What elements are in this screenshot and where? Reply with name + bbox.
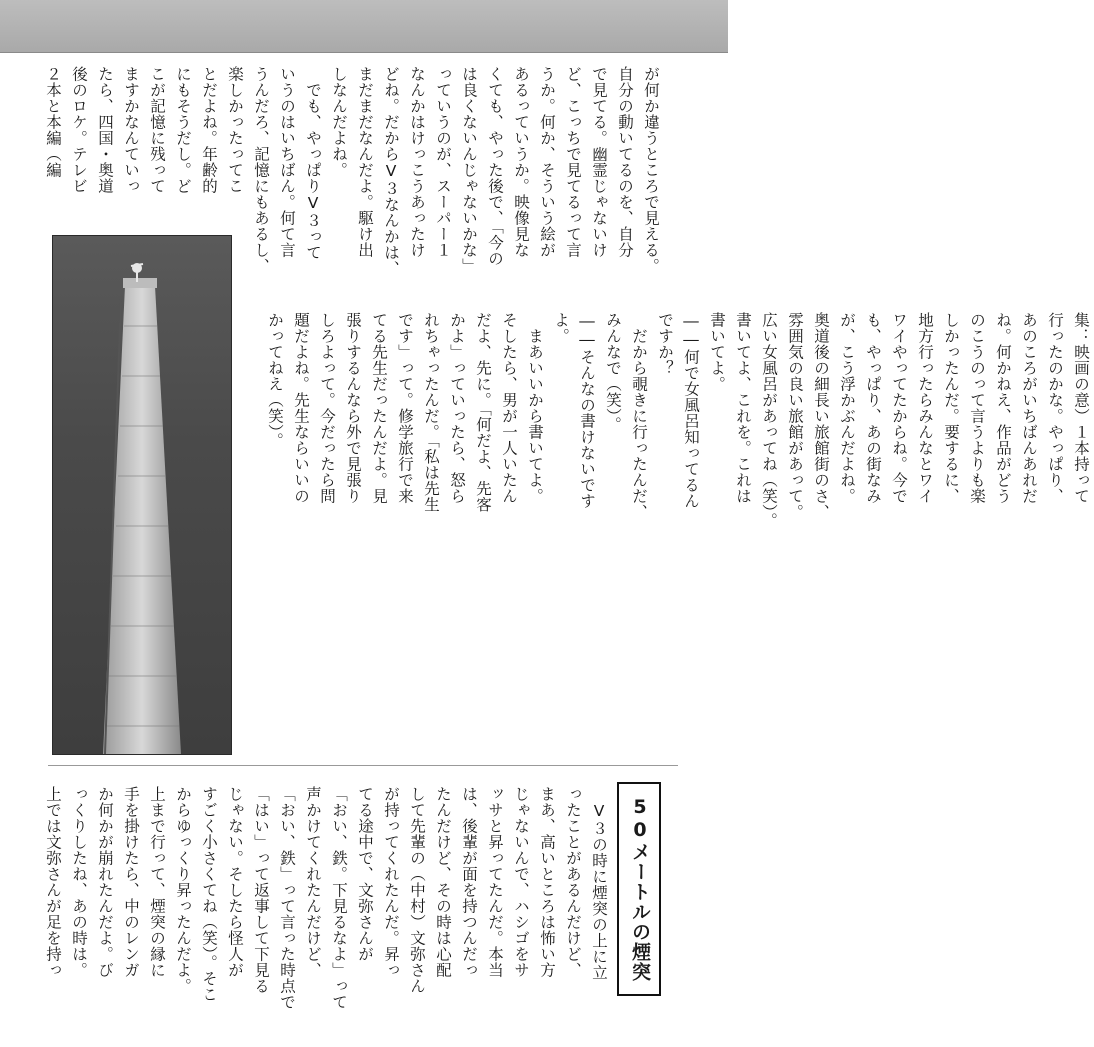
text-line: 楽しかったってこ	[226, 66, 244, 194]
text-line: 「おい、鉄」って言った時点で	[278, 786, 296, 1010]
text-line: じゃないんで、ハシゴをサ	[512, 786, 530, 978]
text-line: して先輩の（中村）文弥さん	[408, 786, 426, 994]
text-line: ――そんなの書けないです	[578, 312, 596, 509]
text-line: ど、こっちで見てるって言	[564, 66, 582, 258]
text-line: は、後輩が面を持つんだっ	[460, 786, 478, 978]
text-line: です」って。修学旅行で来	[396, 312, 414, 504]
text-line: じゃない。そしたら怪人が	[226, 786, 244, 978]
text-line: なんかはけっこうあったけ	[408, 66, 426, 258]
header-band	[0, 0, 728, 53]
text-line: っていうのが、スーパー１	[434, 66, 452, 258]
text-line: うか。何か、そういう絵が	[538, 66, 556, 258]
text-line: たら、四国・奥道	[96, 66, 114, 194]
text-line: のこうのって言うよりも楽	[968, 312, 986, 504]
text-line: は良くないんじゃないかな」	[460, 66, 478, 274]
text-line: が、こう浮かぶんだよね。	[838, 312, 856, 504]
text-line: だよ、先に。「何だよ、先客	[474, 312, 492, 513]
text-line: たんだけど、その時は心配	[434, 786, 452, 978]
text-line: ――何で女風呂知ってるん	[682, 312, 700, 509]
text-line: てる先生だったんだよ。見	[370, 312, 388, 504]
text-line: まあいいから書いてよ。	[526, 312, 544, 504]
text-line: 自分の動いてるのを、自分	[616, 66, 634, 258]
text-line: 上まで行って、煙突の縁に	[148, 786, 166, 978]
text-line: かってねえ（笑）。	[266, 312, 284, 449]
text-line: てる途中で、文弥さんが	[356, 786, 374, 962]
text-line: しろよって。今だったら問	[318, 312, 336, 504]
smokestack-photo	[52, 235, 232, 755]
text-line: からゆっくり昇ったんだよ。	[174, 786, 192, 994]
text-line: 奥道後の細長い旅館街のさ、	[812, 312, 830, 520]
text-line: どね。だからV３なんかは、	[382, 66, 400, 277]
text-line: ですか？	[656, 312, 674, 376]
text-line: しなんだよね。	[330, 66, 348, 178]
text-line: そしたら、男が一人いたん	[500, 312, 518, 504]
text-line: かよ」っていったら、怒ら	[448, 312, 466, 504]
text-line: いうのはいちばん。何て言	[278, 66, 296, 258]
text-line: っくりしたね、あの時は。	[70, 786, 88, 978]
text-line: が持ってくれたんだ。昇っ	[382, 786, 400, 978]
text-line: 題だよね。先生ならいいの	[292, 312, 310, 504]
text-line: 行ったのかな。やっぱり、	[1046, 312, 1064, 504]
text-line: か何かが崩れたんだよ。び	[96, 786, 114, 978]
text-line: みんなで（笑）。	[604, 312, 622, 433]
text-line: こが記憶に残って	[148, 66, 166, 194]
text-line: れちゃったんだ。「私は先生	[422, 312, 440, 513]
text-line: 書いてよ、これを。これは	[734, 312, 752, 504]
text-line: ワイやってたからね。今で	[890, 312, 908, 504]
smokestack-illustration	[53, 236, 231, 754]
text-line: 上では文弥さんが足を持っ	[44, 786, 62, 978]
text-line: 地方行ったらみんなとワイ	[916, 312, 934, 504]
text-line: すごく小さくてね（笑）。そこ	[200, 786, 218, 1003]
text-line: 「おい、鉄。下見るなよ」って	[330, 786, 348, 1010]
text-line: うんだろ、記憶にもあるし、	[252, 66, 270, 274]
text-line: で見てる。幽霊じゃないけ	[590, 66, 608, 258]
text-line: よ。	[552, 312, 570, 344]
text-line: まだまだなんだよ。駆け出	[356, 66, 374, 258]
text-line: V３の時に煙突の上に立	[590, 786, 608, 981]
article-column-top-left	[262, 312, 1094, 744]
text-line: あのころがいちばんあれだ	[1020, 312, 1038, 504]
text-line: まあ、高いところは怖い方	[538, 786, 556, 978]
section-divider	[48, 765, 678, 766]
text-line: しかったんだ。要するに、	[942, 312, 960, 504]
text-line: とだよね。年齢的	[200, 66, 218, 194]
article-column-bottom	[40, 786, 612, 1026]
text-line: だから覗きに行ったんだ、	[630, 312, 648, 520]
text-line: も、やっぱり、あの街なみ	[864, 312, 882, 504]
text-line: あるっていうか。映像見な	[512, 66, 530, 258]
text-line: 声かけてくれたんだけど、	[304, 786, 322, 978]
text-line: ッサと昇ってたんだ。本当	[486, 786, 504, 978]
text-line: が何か違うところで見える。	[642, 66, 660, 274]
text-line: ますかなんていっ	[122, 66, 140, 194]
text-line: ったことがあるんだけど、	[564, 786, 582, 978]
text-line: 集：映画の意）１本持って	[1072, 312, 1090, 504]
text-line: 雰囲気の良い旅館があって。	[786, 312, 804, 520]
text-line: にもそうだし。ど	[174, 66, 192, 194]
text-line: 書いてよ。	[708, 312, 726, 392]
text-line: 後のロケ。テレビ	[70, 66, 88, 194]
text-line: 張りするんなら外で見張り	[344, 312, 362, 504]
text-line: ね。何かねえ、作品がどう	[994, 312, 1012, 504]
text-line: 「はい」って返事して下見る	[252, 786, 270, 994]
text-line: でも、やっぱりV３って	[304, 66, 322, 261]
text-line: ２本と本編（編	[44, 66, 62, 178]
text-line: 手を掛けたら、中のレンガ	[122, 786, 140, 978]
text-line: 広い女風呂があってね（笑）。	[760, 312, 778, 529]
section-heading: 50メートルの煙突	[617, 782, 661, 996]
text-line: くても、やった後で、「今の	[486, 66, 504, 267]
